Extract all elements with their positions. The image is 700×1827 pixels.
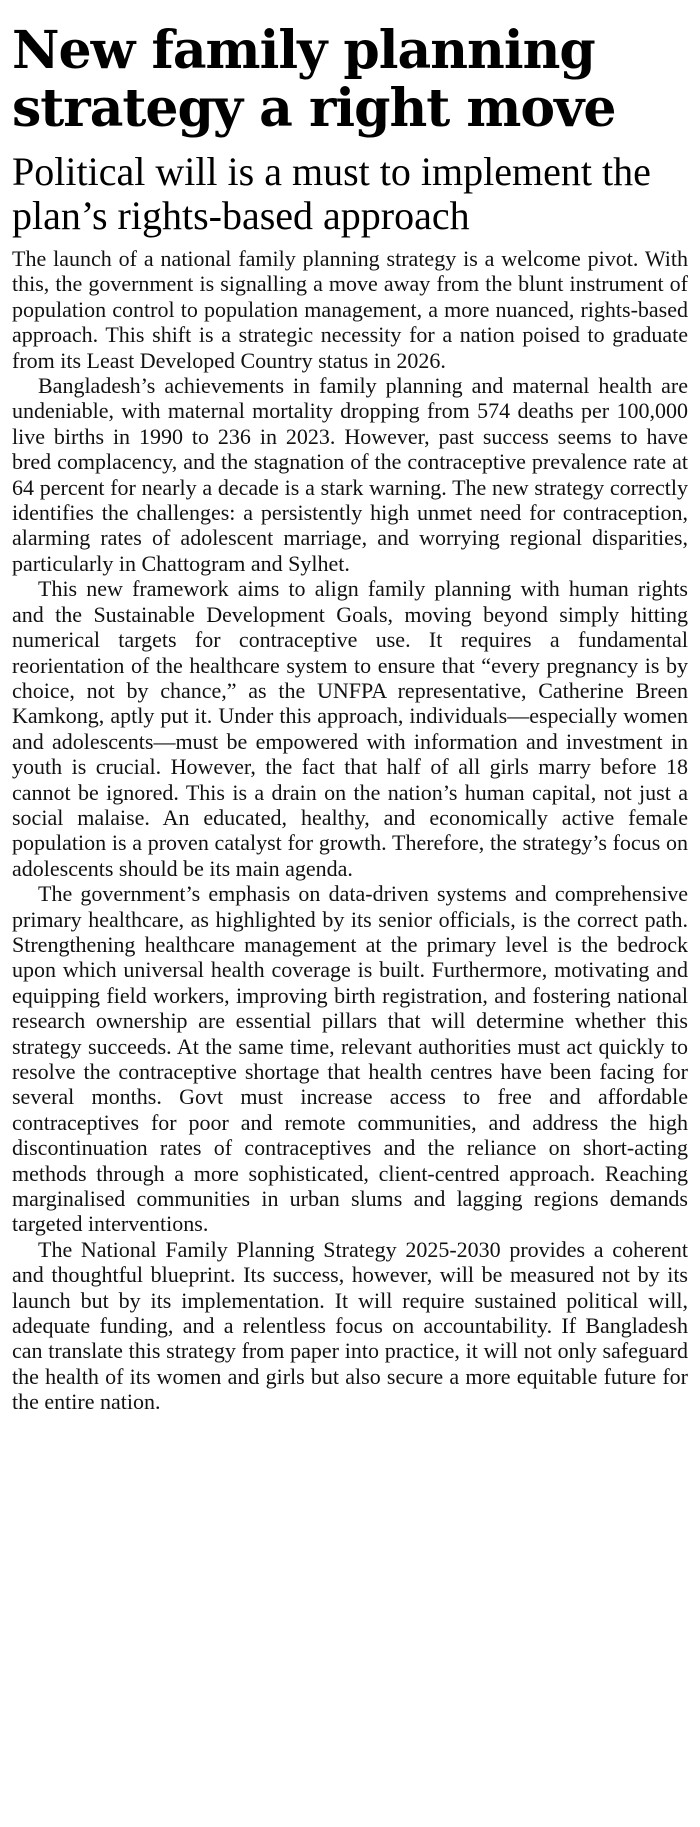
body-paragraph: Bangladesh’s achievements in family planning and maternal health are undeniable, with maternal mortality dropping from 574 deaths per 100,000 live births in 1990 to 236 in 2023. However, past success seems to have bred complacency, and the stagnation of the contraceptive prevalence rate at 64 percent for nearly a decade is a stark warning. The new strategy correctly identifies the challenges: a persistently high unmet need for contraception, alarming rates of adolescent marriage, and worrying regional disparities, particularly in Chattogram and Sylhet.	[12, 373, 688, 576]
body-paragraph: The government’s emphasis on data-driven systems and comprehensive primary healthcare, as highlighted by its senior officials, is the correct path. Strengthening healthcare management at the primary level is the bedrock upon which universal health coverage is built. Furthermore, motivating and equipping field workers, improving birth registration, and fostering national research ownership are essential pillars that will determine whether this strategy succeeds. At the same time, relevant authorities must act quickly to resolve the contraceptive shortage that health centres have been facing for several months. Govt must increase access to free and affordable contraceptives for poor and remote communities, and address the high discontinuation rates of contraceptives and the reliance on short-acting methods through a more sophisticated, client-centred approach. Reaching marginalised communities in urban slums and lagging regions demands targeted interventions.	[12, 881, 688, 1237]
headline: New family planning strategy a right move	[12, 20, 616, 139]
body-paragraph: The launch of a national family planning strategy is a welcome pivot. With this, the government is signalling a move away from the blunt instrument of population control to population management, a more nuanced, rights-based approach. This shift is a strategic necessity for a nation poised to graduate from its Least Developed Country status in 2026.	[12, 246, 688, 373]
article-body	[12, 246, 688, 1415]
body-paragraph: This new framework aims to align family planning with human rights and the Sustainable Development Goals, moving beyond simply hitting numerical targets for contraceptive use. It requires a fundamental reorientation of the healthcare system to ensure that “every pregnancy is by choice, not by chance,” as the UNFPA representative, Catherine Breen Kamkong, aptly put it. Under this approach, individuals—especially women and adolescents—must be empowered with information and investment in youth is crucial. However, the fact that half of all girls marry before 18 cannot be ignored. This is a drain on the nation’s human capital, not just a social malaise. An educated, healthy, and economically active female population is a proven catalyst for growth. Therefore, the strategy’s focus on adolescents should be its main agenda.	[12, 576, 688, 881]
subheadline: Political will is a must to implement the plan’s rights-based approach	[12, 149, 651, 238]
body-paragraph: The National Family Planning Strategy 2025-2030 provides a coherent and thoughtful blueprint. Its success, however, will be measured not by its launch but by its implementation. It will require sustained political will, adequate funding, and a relentless focus on accountability. If Bangladesh can translate this strategy from paper into practice, it will not only safeguard the health of its women and girls but also secure a more equitable future for the entire nation.	[12, 1236, 688, 1415]
